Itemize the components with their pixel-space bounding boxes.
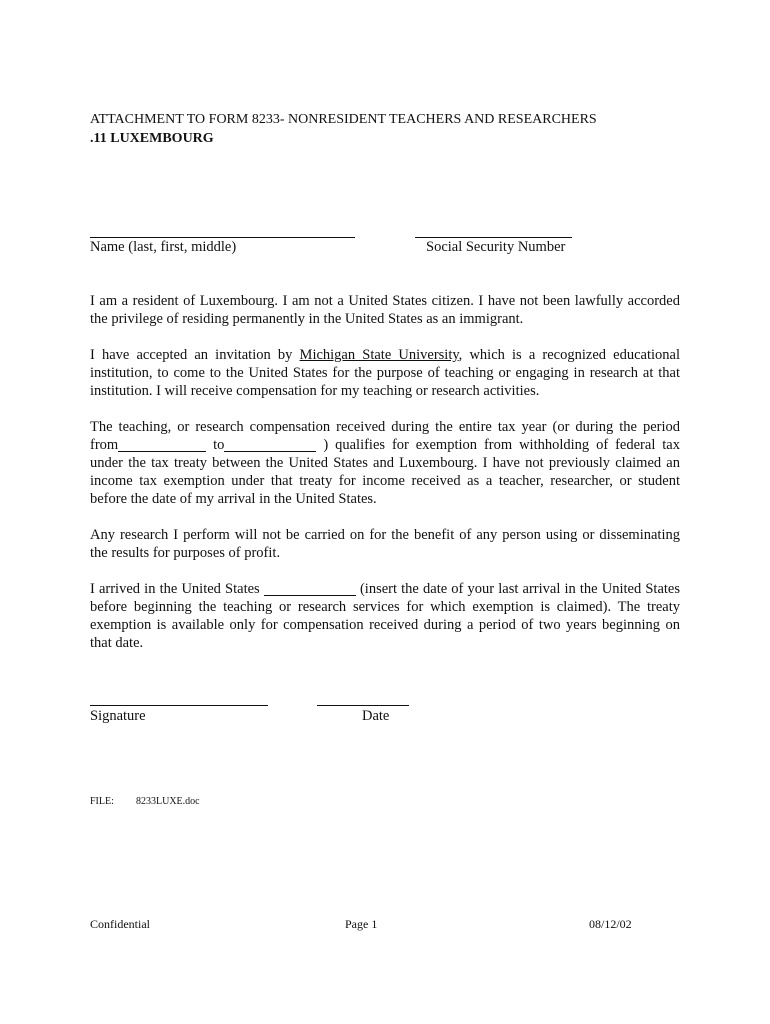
text-fragment: ) qualifies for exemption from withholding of federal tax: [323, 437, 680, 453]
text-line: The teaching, or research compensation received during the entire tax year (or during the period: [90, 419, 680, 435]
text-line: the privilege of residing permanently in the United States as an immigrant.: [90, 311, 524, 327]
signature-label: Signature: [90, 708, 146, 724]
text-line: under the tax treaty between the United States and Luxembourg. I have not previously claimed an: [90, 455, 680, 471]
text-line: [90, 346, 680, 364]
file-name: 8233LUXE.doc: [136, 796, 200, 807]
text-line: I am a resident of Luxembourg. I am not a United States citizen. I have not been lawfully accorded: [90, 293, 680, 309]
text-fragment: from: [90, 437, 119, 453]
text-fragment: to: [213, 437, 225, 453]
paragraph-residency: [90, 292, 680, 328]
text-line: that date.: [90, 635, 144, 651]
text-line: exemption is available only for compensation received during a period of two years beginning on: [90, 617, 680, 633]
form-title: ATTACHMENT TO FORM 8233- NONRESIDENT TEACHERS AND RESEARCHERS: [90, 112, 597, 127]
file-label: FILE:: [90, 796, 114, 807]
period-from-field[interactable]: [118, 437, 206, 452]
period-to-field[interactable]: [224, 437, 316, 452]
text-fragment: (insert the date of your last arrival in the United States: [359, 581, 680, 597]
text-line: [90, 580, 680, 598]
name-label: Name (last, first, middle): [90, 239, 237, 255]
text-line: institution. I will receive compensation for my teaching or research activities.: [90, 383, 540, 399]
arrival-date-field[interactable]: [264, 581, 356, 596]
text-line: the results for purposes of profit.: [90, 545, 281, 561]
institution-name[interactable]: Michigan State University: [299, 347, 459, 363]
form-subtitle: .11 LUXEMBOURG: [90, 131, 214, 146]
paragraph-arrival: [90, 580, 680, 652]
text-line: before beginning the teaching or research services for which exemption is claimed). The treaty: [90, 599, 680, 615]
paragraph-invitation: [90, 346, 680, 400]
text-line: institution, to come to the United States for the purpose of teaching or engaging in research at that: [90, 365, 680, 381]
ssn-label: Social Security Number: [426, 239, 566, 255]
date-field-line[interactable]: [317, 705, 409, 706]
text-fragment: I arrived in the United States: [90, 581, 260, 597]
paragraph-research: [90, 526, 680, 562]
paragraph-compensation: [90, 418, 680, 508]
footer-confidential: Confidential: [90, 917, 150, 931]
text-line: [90, 436, 680, 454]
footer-page-number: Page 1: [345, 917, 378, 931]
footer-date: 08/12/02: [589, 917, 632, 931]
date-label: Date: [362, 708, 390, 724]
text-fragment: I have accepted an invitation by: [90, 347, 293, 363]
text-line: income tax exemption under that treaty for income received as a teacher, researcher, or student: [90, 473, 680, 489]
text-line: before the date of my arrival in the United States.: [90, 491, 377, 507]
signature-field-line[interactable]: [90, 705, 268, 706]
text-fragment: , which is a recognized educational: [458, 347, 680, 363]
text-line: Any research I perform will not be carried on for the benefit of any person using or disseminating: [90, 527, 680, 543]
